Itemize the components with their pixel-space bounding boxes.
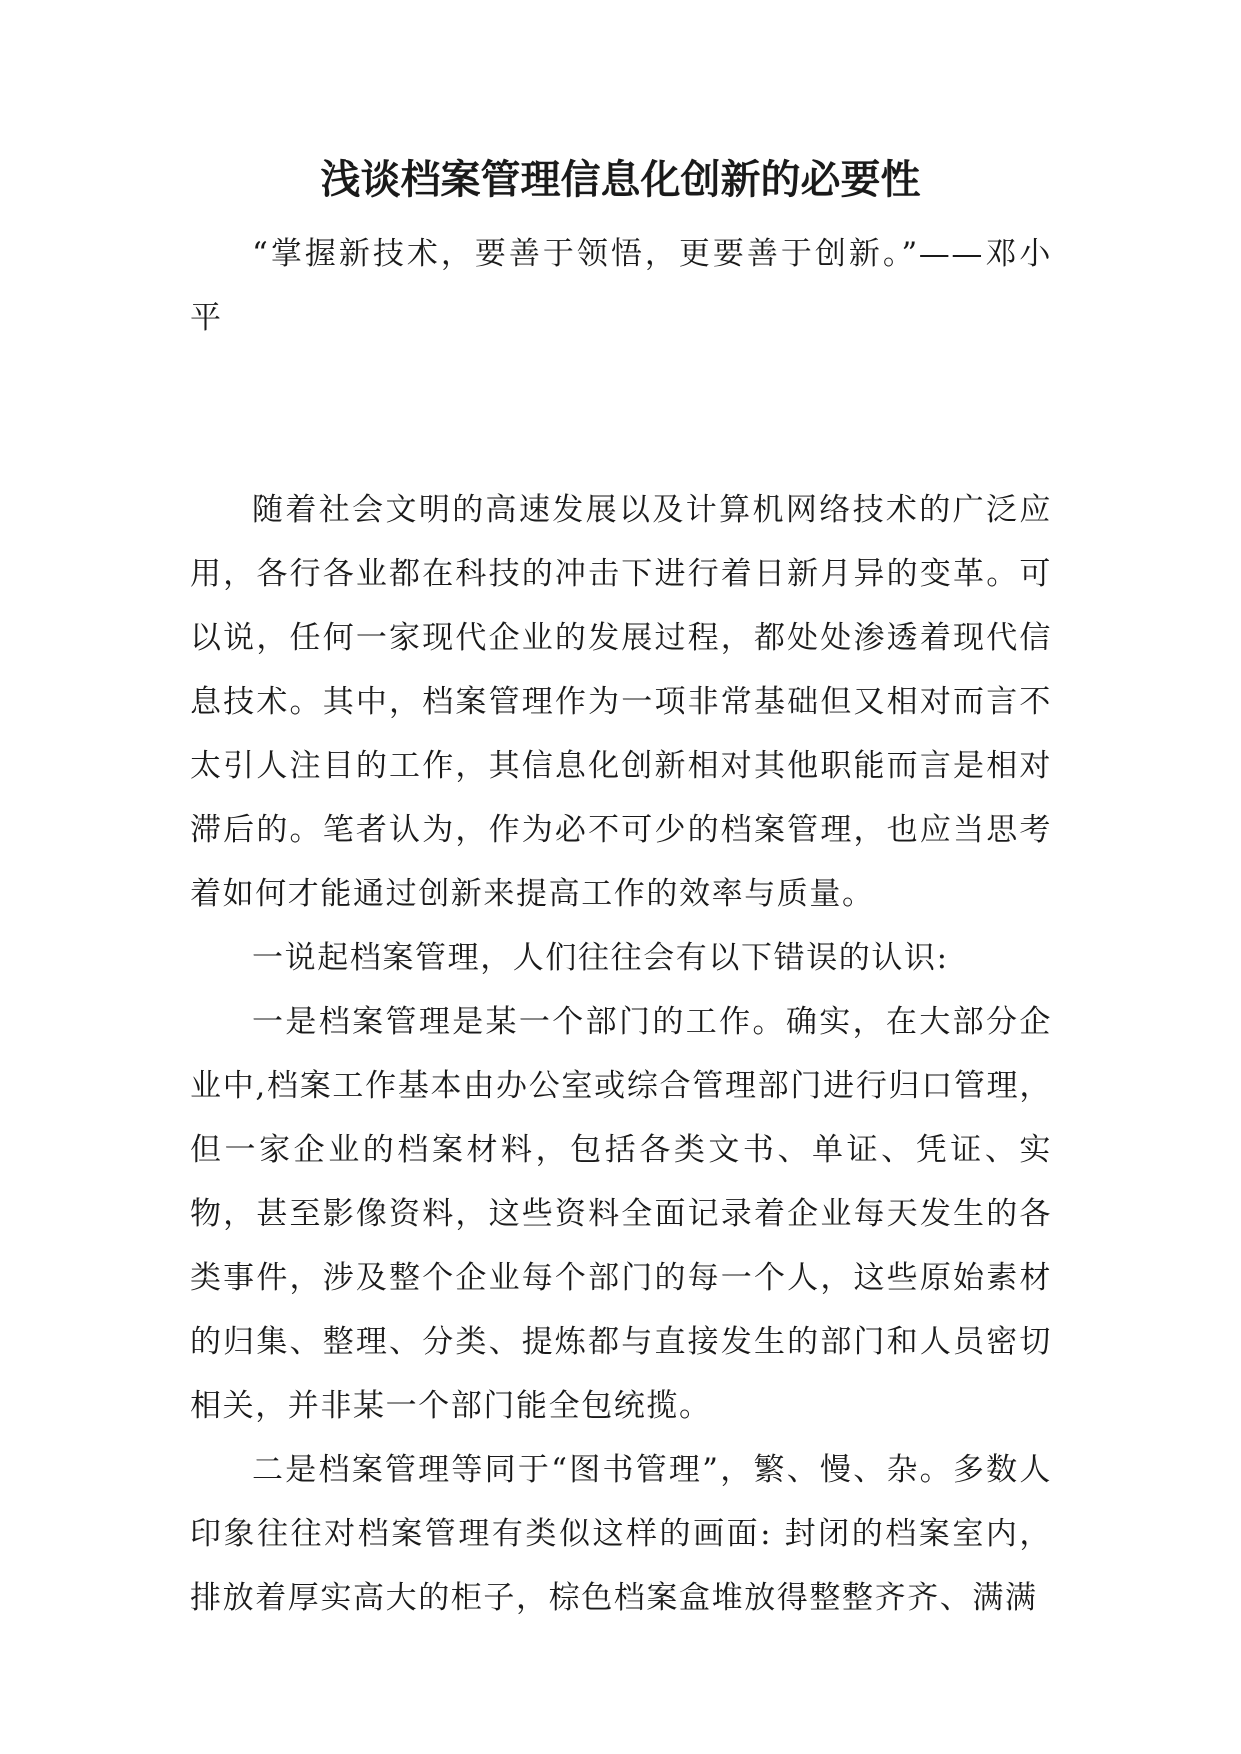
paragraph-misconception-two: 二是档案管理等同于“图书管理”，繁、慢、杂。多数人印象往往对档案管理有类似这样的画面: 封闭的档案室内，排放着厚实高大的柜子，棕色档案盒堆放得整整齐齐、满满 <box>190 1452 1052 1616</box>
paragraph-misconceptions-lead: 一说起档案管理，人们往往会有以下错误的认识: <box>252 940 949 976</box>
opening-quote: “掌握新技术，要善于领悟，更要善于创新。”——邓小平 <box>190 236 1052 336</box>
paragraph-intro: 随着社会文明的高速发展以及计算机网络技术的广泛应用，各行各业都在科技的冲击下进行着日新月异的变革。可以说，任何一家现代企业的发展过程，都处处渗透着现代信息技术。其中，档案管理作为一项非常基础但又相对而言不太引人注目的工作，其信息化创新相对其他职能而言是相对滞后的。笔者认为，作为必不可少的档案管理，也应当思考着如何才能通过创新来提高工作的效率与质量。 <box>190 492 1052 912</box>
document-body <box>190 222 1052 1630</box>
document-title: 浅谈档案管理信息化创新的必要性 <box>320 157 921 203</box>
paragraph-misconception-one: 一是档案管理是某一个部门的工作。确实，在大部分企业中,档案工作基本由办公室或综合管理部门进行归口管理，但一家企业的档案材料，包括各类文书、单证、凭证、实物，甚至影像资料，这些资料全面记录着企业每天发生的各类事件，涉及整个企业每个部门的每一个人，这些原始素材的归集、整理、分类、提炼都与直接发生的部门和人员密切相关，并非某一个部门能全包统揽。 <box>190 1004 1052 1424</box>
